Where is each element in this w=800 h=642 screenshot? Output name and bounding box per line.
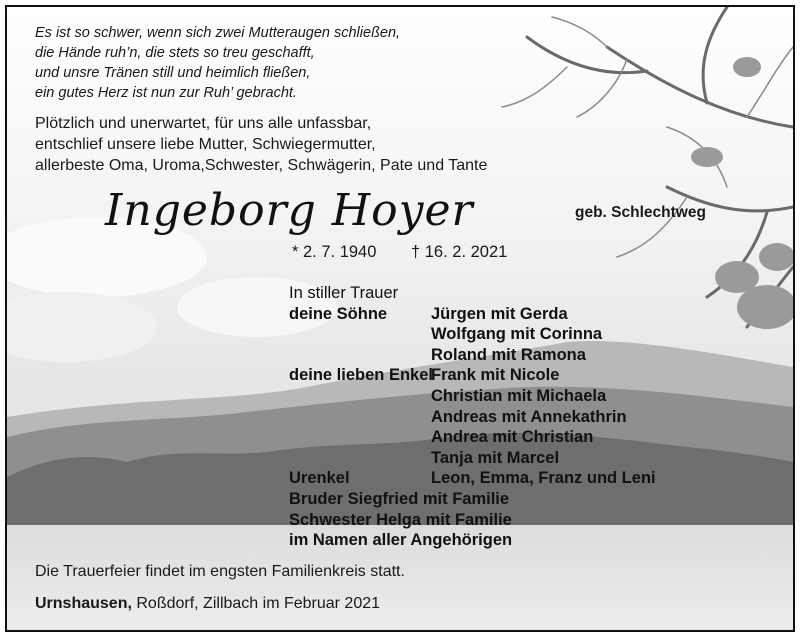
son-entry: Jürgen mit Gerda	[431, 304, 568, 323]
grandchild-entry: Tanja mit Marcel	[431, 448, 560, 467]
poem-line: Es ist so schwer, wenn sich zwei Mutteraugen schließen,	[35, 25, 401, 41]
announcement-line: Plötzlich und unerwartet, für uns alle unfassbar,	[35, 115, 372, 132]
son-entry: Wolfgang mit Corinna	[431, 325, 603, 344]
sister-entry: Schwester Helga mit Familie	[289, 510, 512, 529]
place-others: Roßdorf, Zillbach im Februar 2021	[131, 595, 381, 612]
announcement	[35, 113, 487, 176]
grandchild-entry: Andreas mit Annekathrin	[431, 407, 627, 426]
birth-name: geb. Schlechtweg	[575, 204, 706, 221]
great-grandchildren-entry: Leon, Emma, Franz und Leni	[431, 469, 656, 488]
deceased-name: Ingeborg Hoyer	[105, 185, 474, 236]
mourning-intro: In stiller Trauer	[289, 284, 399, 302]
poem-line: und unsre Tränen still und heimlich fließen,	[35, 65, 311, 81]
grandchild-entry: Andrea mit Christian	[431, 428, 594, 447]
poem-line: ein gutes Herz ist nun zur Ruh’ gebracht.	[35, 85, 297, 101]
funeral-note: Die Trauerfeier findet im engsten Familienkreis statt.	[35, 563, 405, 580]
poem	[35, 23, 400, 103]
place-main: Urnshausen,	[35, 595, 132, 612]
great-grandchildren-label: Urenkel	[289, 469, 350, 488]
grandchild-entry: Frank mit Nicole	[431, 366, 560, 385]
obituary-card	[5, 5, 795, 632]
son-entry: Roland mit Ramona	[431, 345, 586, 364]
brother-entry: Bruder Siegfried mit Familie	[289, 489, 510, 508]
grandchildren-label: deine lieben Enkel	[289, 366, 433, 385]
mourners-names	[431, 304, 656, 489]
grandchild-entry: Christian mit Michaela	[431, 386, 607, 405]
announcement-line: allerbeste Oma, Uroma,Schwester, Schwägerin, Pate und Tante	[35, 157, 488, 174]
birth-date: * 2. 7. 1940	[292, 243, 377, 261]
death-date: † 16. 2. 2021	[411, 243, 508, 261]
place-date-line	[35, 595, 380, 613]
relatives-entry: im Namen aller Angehörigen	[289, 531, 513, 550]
announcement-line: entschlief unsere liebe Mutter, Schwiegermutter,	[35, 136, 376, 153]
poem-line: die Hände ruh’n, die stets so treu geschafft,	[35, 45, 315, 61]
sons-label: deine Söhne	[289, 304, 388, 323]
